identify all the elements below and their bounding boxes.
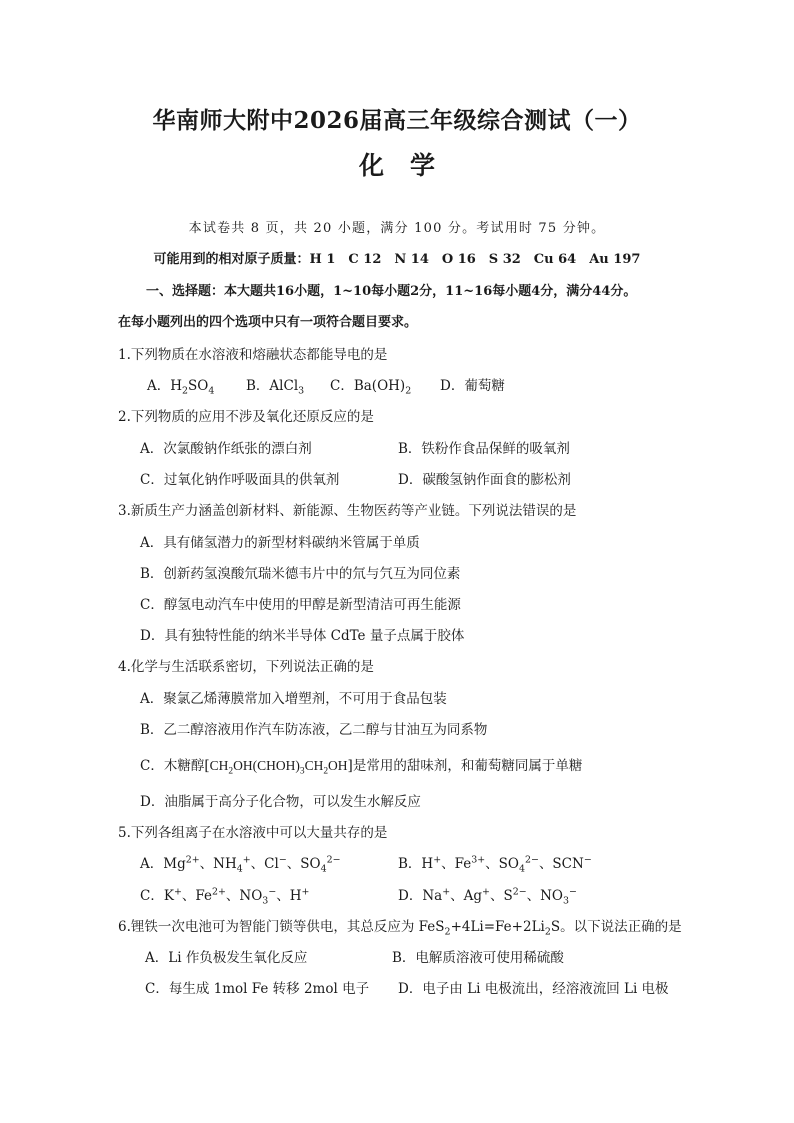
question-2-option-d: D．碳酸氢钠作面食的膨松剂 <box>398 472 571 488</box>
question-5-stem: 5.下列各组离子在水溶液中可以大量共存的是 <box>118 825 388 841</box>
section-note: 在每小题列出的四个选项中只有一项符合题目要求。 <box>118 315 418 330</box>
subject-title <box>0 146 794 182</box>
exam-info: 本试卷共 8 页，共 20 小题，满分 100 分。考试用时 75 分钟。 <box>188 221 606 236</box>
question-1-option-d: D．葡萄糖 <box>440 378 505 394</box>
question-1-option-a: A．$H_2SO_4$ <box>147 378 215 397</box>
question-3-option-a: A．具有储氢潜力的新型材料碳纳米管属于单质 <box>140 535 420 551</box>
question-6-option-d: D．电子由 Li 电极流出，经溶液流回 Li 电极 <box>398 981 669 997</box>
question-5-option-c: C．K+、$Fe^{2+}$、$NO_3^-$、H+ <box>140 886 310 907</box>
atomic-masses: 可能用到的相对原子质量：H 1 C 12 N 14 O 16 S 32 Cu 64 Au 197 <box>153 252 641 267</box>
question-6-stem: 6.锂铁一次电池可为智能门锁等供电，其总反应为 $FeS_2+4Li=Fe+2Li_2S$。以下说法正确的是 <box>118 919 682 938</box>
exam-title: 华南师大附中2026届高三年级综合测试（一） <box>152 107 642 134</box>
question-4-option-d: D．油脂属于高分子化合物，可以发生水解反应 <box>140 794 421 810</box>
question-2-option-a: A．次氯酸钠作纸张的漂白剂 <box>140 441 312 457</box>
question-4-option-a: A．聚氯乙烯薄膜常加入增塑剂，不可用于食品包装 <box>140 691 447 707</box>
subject-char-2: 学 <box>410 151 436 180</box>
subject-char-1: 化 <box>358 151 384 180</box>
question-3-option-c: C．醇氢电动汽车中使用的甲醇是新型清洁可再生能源 <box>140 597 461 613</box>
question-5-option-b: B．H+、$Fe^{3+}$、$SO_4^{2-}$、SCN− <box>398 854 592 875</box>
question-3-option-b: B．创新药氢溴酸氘瑞米德韦片中的氘与氕互为同位素 <box>140 566 461 582</box>
section-heading: 一、选择题：本大题共16小题，1~10每小题2分，11~16每小题4分，满分44分。 <box>146 284 637 299</box>
xylitol-formula: $CH_2OH(CHOH)_3CH_2OH$ <box>209 758 348 777</box>
question-5-option-d: D．Na+、Ag+、$S^{2-}$、$NO_3^-$ <box>398 886 577 907</box>
question-4-option-c: C．木糖醇$[CH_2OH(CHOH)_3CH_2OH]$是常用的甜味剂，和葡萄糖同属于单糖 <box>140 758 583 777</box>
question-6-option-c: C．每生成 1mol Fe 转移 2mol 电子 <box>145 981 370 997</box>
question-3-stem: 3.新质生产力涵盖创新材料、新能源、生物医药等产业链。下列说法错误的是 <box>118 503 577 519</box>
question-3-option-d: D．具有独特性能的纳米半导体 CdTe 量子点属于胶体 <box>140 628 465 644</box>
question-6-option-a: A．Li 作负极发生氧化反应 <box>145 950 308 966</box>
question-2-stem: 2.下列物质的应用不涉及氧化还原反应的是 <box>118 409 374 425</box>
question-4-option-b: B．乙二醇溶液用作汽车防冻液，乙二醇与甘油互为同系物 <box>140 722 488 738</box>
question-5-option-a: A．$Mg^{2+}$、$NH_4^+$、Cl−、$SO_4^{2-}$ <box>140 854 341 875</box>
question-1-option-b: B．AlCl$_3$ <box>246 378 305 397</box>
question-2-option-c: C．过氧化钠作呼吸面具的供氧剂 <box>140 472 340 488</box>
question-6-option-b: B．电解质溶液可使用稀硫酸 <box>392 950 564 966</box>
question-1-option-c: C．$Ba(OH)_2$ <box>330 378 412 397</box>
question-4-stem: 4.化学与生活联系密切，下列说法正确的是 <box>118 659 374 675</box>
question-1-stem: 1.下列物质在水溶液和熔融状态都能导电的是 <box>118 347 388 363</box>
question-2-option-b: B．铁粉作食品保鲜的吸氧剂 <box>398 441 570 457</box>
